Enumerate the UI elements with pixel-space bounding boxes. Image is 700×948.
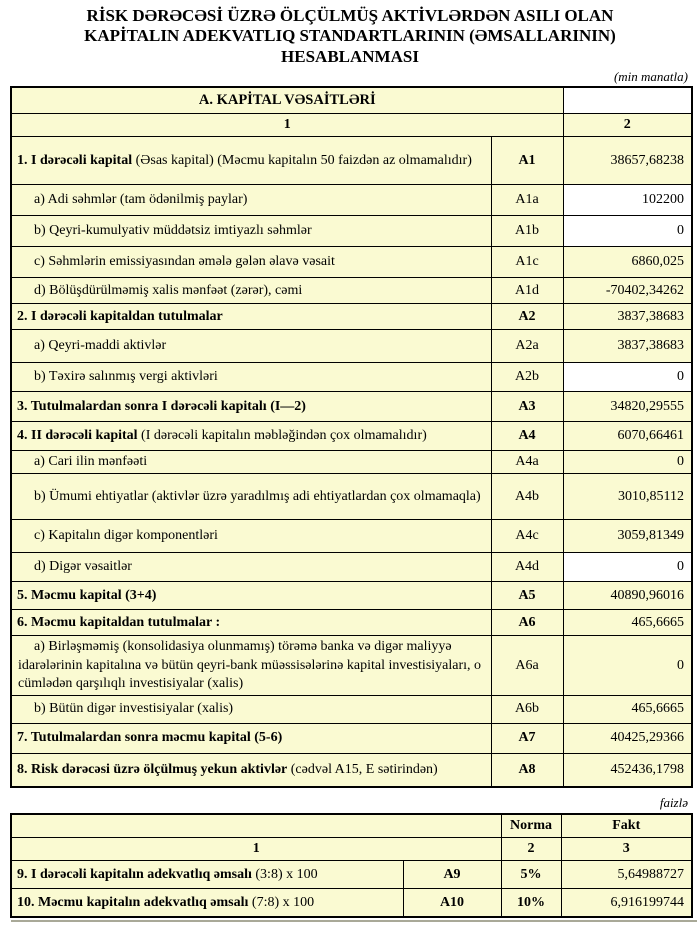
row-code: A1c [491, 247, 563, 278]
row-label: d) Bölüşdürülməmiş xalis mənfəət (zərər), cəmi [11, 278, 491, 304]
row-label: a) Birləşməmiş (konsolidasiya olunmamış) törəmə banka və digər maliyyə idarələrinin kapitalına və bütün qeyri-bank müəssisələrinə kapital investisiyaları, o cümlədən qarşılıqlı investisiyalar (xalis) [11, 636, 491, 696]
row-label: 6. Məcmu kapitaldan tutulmalar : [11, 610, 491, 636]
row-value: 34820,29555 [563, 392, 692, 422]
column-number-row [11, 113, 692, 136]
row-code: A4c [491, 520, 563, 553]
row-value: 0 [563, 636, 692, 696]
row-value: 0 [563, 216, 692, 247]
row-A6b [11, 695, 692, 723]
row-code: A1a [491, 185, 563, 216]
row-code: A4a [491, 451, 563, 474]
row-value: 38657,68238 [563, 137, 692, 185]
row-A1b [11, 216, 692, 247]
col-number-1: 1 [11, 113, 563, 136]
row-value: 0 [563, 363, 692, 392]
empty-header-cell [11, 814, 501, 838]
row-norma: 10% [501, 889, 561, 917]
unit-note-bottom: faizlə [659, 795, 688, 811]
row-code: A2b [491, 363, 563, 392]
row-value: 6860,025 [563, 247, 692, 278]
col-number-2: 2 [563, 113, 692, 136]
row-label: b) Təxirə salınmış vergi aktivləri [11, 363, 491, 392]
row-code: A7 [491, 723, 563, 753]
row-label: 8. Risk dərəcəsi üzrə ölçülmuş yekun aktivlər (cədvəl A15, E sətirindən) [11, 753, 491, 787]
row-code: A1b [491, 216, 563, 247]
row-code: A9 [403, 861, 501, 889]
row-label: 5. Məcmu kapital (3+4) [11, 582, 491, 610]
row-A4b [11, 474, 692, 520]
row-label: c) Kapitalın digər komponentləri [11, 520, 491, 553]
col-number-3: 3 [561, 838, 692, 861]
row-value: 0 [563, 451, 692, 474]
bottom-divider [11, 920, 697, 922]
row-label: d) Digər vəsaitlər [11, 553, 491, 582]
row-code: A10 [403, 889, 501, 917]
row-code: A1 [491, 137, 563, 185]
row-code: A8 [491, 753, 563, 787]
row-value: 3837,38683 [563, 304, 692, 330]
section-header: A. KAPİTAL VƏSAİTLƏRİ [11, 87, 563, 113]
row-value: 6070,66461 [563, 422, 692, 451]
row-A10 [11, 889, 692, 917]
row-value: 102200 [563, 185, 692, 216]
row-label: 4. II dərəcəli kapital (I dərəcəli kapitalın məbləğindən çox olmamalıdır) [11, 422, 491, 451]
row-A4 [11, 422, 692, 451]
row-A8 [11, 753, 692, 787]
row-code: A2 [491, 304, 563, 330]
capital-funds-table [10, 86, 693, 788]
row-code: A6a [491, 636, 563, 696]
unit-note-top: (min manatla) [613, 69, 688, 85]
row-label: a) Adi səhmlər (tam ödənilmiş paylar) [11, 185, 491, 216]
row-A6 [11, 610, 692, 636]
row-value: -70402,34262 [563, 278, 692, 304]
page-title [8, 6, 692, 67]
row-code: A5 [491, 582, 563, 610]
row-label: 7. Tutulmalardan sonra məcmu kapital (5-6) [11, 723, 491, 753]
row-value: 3837,38683 [563, 330, 692, 363]
t2-column-number-row [11, 838, 692, 861]
row-A1d [11, 278, 692, 304]
row-code: A4 [491, 422, 563, 451]
page-title-line3: HESABLANMASI [281, 46, 419, 66]
row-value: 40890,96016 [563, 582, 692, 610]
row-A3 [11, 392, 692, 422]
row-label: 3. Tutulmalardan sonra I dərəcəli kapitalı (I—2) [11, 392, 491, 422]
row-label: 2. I dərəcəli kapitaldan tutulmalar [11, 304, 491, 330]
adequacy-ratios-table [10, 813, 693, 918]
row-value: 452436,1798 [563, 753, 692, 787]
row-code: A4b [491, 474, 563, 520]
col-number-2: 2 [501, 838, 561, 861]
row-label: 9. I dərəcəli kapitalın adekvatlıq əmsalı (3:8) x 100 [11, 861, 403, 889]
row-A1c [11, 247, 692, 278]
row-A1 [11, 137, 692, 185]
norma-header: Norma [501, 814, 561, 838]
row-A4a [11, 451, 692, 474]
row-code: A4d [491, 553, 563, 582]
section-header-row [11, 87, 692, 113]
row-A9 [11, 861, 692, 889]
row-code: A6 [491, 610, 563, 636]
row-A2a [11, 330, 692, 363]
page-title-line2: KAPİTALIN ADEKVATLIQ STANDARTLARININ (ƏMSALLARININ) [84, 26, 616, 46]
row-value: 0 [563, 553, 692, 582]
row-label: b) Qeyri-kumulyativ müddətsiz imtiyazlı səhmlər [11, 216, 491, 247]
page-title-line1: RİSK DƏRƏCƏSİ ÜZRƏ ÖLÇÜLMÜŞ AKTİVLƏRDƏN ASILI OLAN [86, 6, 614, 25]
row-value: 465,6665 [563, 610, 692, 636]
row-code: A1d [491, 278, 563, 304]
row-label: a) Qeyri-maddi aktivlər [11, 330, 491, 363]
row-value: 465,6665 [563, 695, 692, 723]
row-label: 1. I dərəcəli kapital (Əsas kapital) (Məcmu kapitalın 50 faizdən az olmamalıdır) [11, 137, 491, 185]
row-label: b) Ümumi ehtiyatlar (aktivlər üzrə yaradılmış adi ehtiyatlardan çox olmamaqla) [11, 474, 491, 520]
row-A7 [11, 723, 692, 753]
row-value: 3010,85112 [563, 474, 692, 520]
fakt-header: Fakt [561, 814, 692, 838]
row-label: a) Cari ilin mənfəəti [11, 451, 491, 474]
row-A4c [11, 520, 692, 553]
row-A4d [11, 553, 692, 582]
row-value: 40425,29366 [563, 723, 692, 753]
row-A2 [11, 304, 692, 330]
row-label: c) Səhmlərin emissiyasından əmələ gələn əlavə vəsait [11, 247, 491, 278]
row-label: b) Bütün digər investisiyalar (xalis) [11, 695, 491, 723]
row-fakt: 5,64988727 [561, 861, 692, 889]
t2-header-row [11, 814, 692, 838]
row-code: A3 [491, 392, 563, 422]
row-A5 [11, 582, 692, 610]
col-number-1: 1 [11, 838, 501, 861]
row-code: A2a [491, 330, 563, 363]
row-code: A6b [491, 695, 563, 723]
empty-header-cell [563, 87, 692, 113]
row-A6a [11, 636, 692, 696]
row-fakt: 6,916199744 [561, 889, 692, 917]
row-A2b [11, 363, 692, 392]
row-A1a [11, 185, 692, 216]
row-norma: 5% [501, 861, 561, 889]
row-label: 10. Məcmu kapitalın adekvatlıq əmsalı (7:8) x 100 [11, 889, 403, 917]
row-value: 3059,81349 [563, 520, 692, 553]
